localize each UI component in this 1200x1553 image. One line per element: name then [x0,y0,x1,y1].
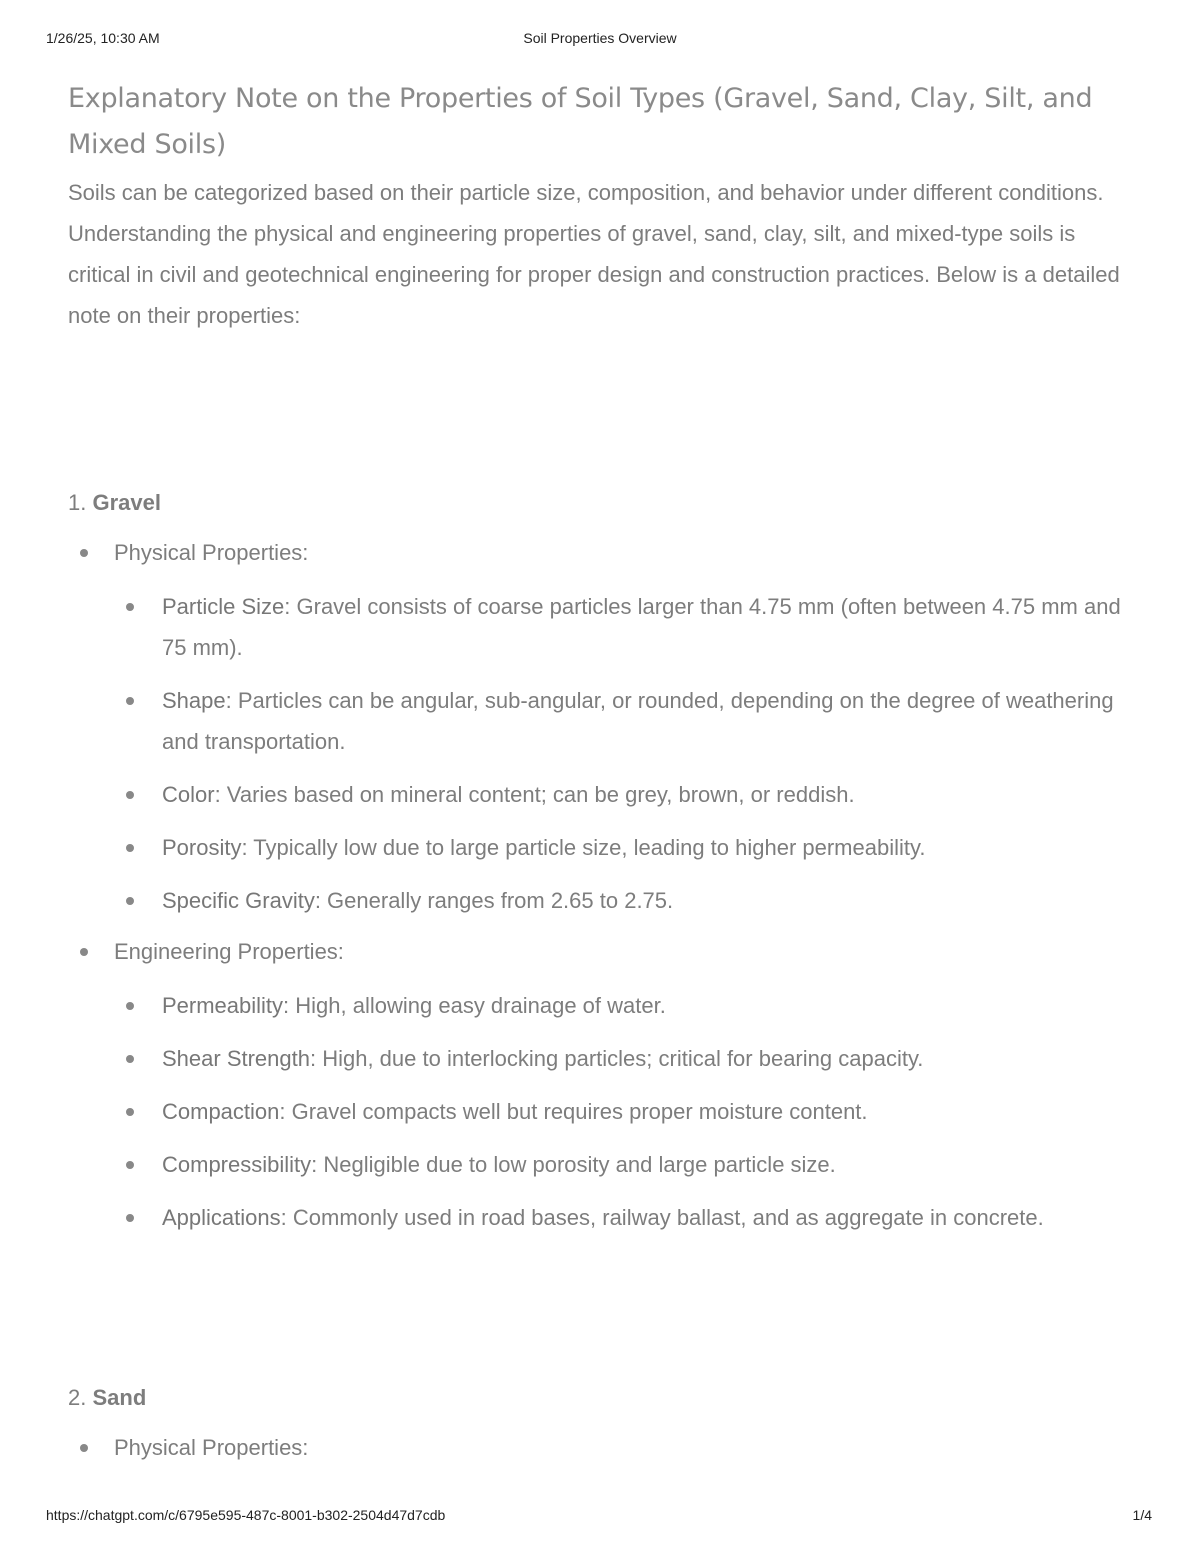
print-url: https://chatgpt.com/c/6795e595-487c-8001-b302-2504d47d7cdb [46,1507,446,1523]
item-text: : Gravel compacts well but requires proper moisture content. [279,1099,868,1124]
section-heading [68,1383,1128,1413]
section-name: Sand [92,1385,147,1410]
item-term: Particle Size [162,594,285,619]
section-number: 2. [68,1385,87,1410]
item-term: Applications [162,1205,281,1230]
document-body [68,76,1128,1460]
group-engineering-properties [68,937,1128,1238]
bullet-icon [80,549,88,557]
bullet-icon [126,1161,134,1169]
bullet-icon [80,1444,88,1452]
item-term: Permeability [162,993,284,1018]
print-datetime: 1/26/25, 10:30 AM [46,30,160,46]
bullet-icon [126,697,134,705]
print-header [46,30,1154,50]
item-text: : Negligible due to low porosity and large particle size. [311,1152,836,1177]
bullet-icon [80,948,88,956]
list-item [114,985,1128,1026]
bullet-icon [126,603,134,611]
group-title: Physical Properties: [114,540,309,565]
item-text: : Gravel consists of coarse particles larger than 4.75 mm (often between 4.75 mm and 75 mm). [162,594,1121,660]
bullet-icon [126,1002,134,1010]
print-page-number: 1/4 [1132,1507,1152,1523]
document-title: Explanatory Note on the Properties of Soil Types (Gravel, Sand, Clay, Silt, and Mixed Soils) [68,83,1093,160]
item-text: : Typically low due to large particle size, leading to higher permeability. [241,835,926,860]
item-text: : Commonly used in road bases, railway ballast, and as aggregate in concrete. [280,1205,1044,1230]
section-number: 1. [68,490,87,515]
list-item [114,774,1128,815]
item-term: Color [162,782,215,807]
item-text: : Particles can be angular, sub-angular, or rounded, depending on the degree of weathering and transportation. [162,688,1114,754]
item-term: Compaction [162,1099,280,1124]
list-item [114,1038,1128,1079]
print-page-title: Soil Properties Overview [523,30,677,46]
list-item [114,680,1128,762]
bullet-icon [126,1108,134,1116]
item-term: Shape [162,688,226,713]
list-item [114,1144,1128,1185]
list-item [114,586,1128,668]
list-item [114,827,1128,868]
item-text: : High, allowing easy drainage of water. [283,993,666,1018]
bullet-icon [126,791,134,799]
list-item [114,1091,1128,1132]
item-text: : High, due to interlocking particles; critical for bearing capacity. [309,1046,924,1071]
group-title: Physical Properties: [114,1435,309,1460]
item-term: Porosity [162,835,242,860]
section-sand [68,1383,1128,1463]
item-term: Shear Strength [162,1046,310,1071]
list-item [114,1197,1128,1238]
bullet-icon [126,1055,134,1063]
intro-paragraph: Soils can be categorized based on their particle size, composition, and behavior under different conditions. Understanding the physical and engineering properties of gravel, sand, clay, silt, and mixed-type soils is critical in civil and geotechnical engineering for proper design and construction practices. Below is a detailed note on their properties: [68,180,1120,328]
section-heading [68,488,1128,518]
item-text: : Generally ranges from 2.65 to 2.75. [314,888,674,913]
section-name: Gravel [92,490,161,515]
bullet-icon [126,897,134,905]
group-title: Engineering Properties: [114,939,344,964]
group-physical-properties [68,1433,1128,1463]
bullet-icon [126,844,134,852]
section-gravel [68,488,1128,1238]
print-footer [46,1507,1152,1527]
item-term: Compressibility [162,1152,312,1177]
bullet-icon [126,1214,134,1222]
item-text: : Varies based on mineral content; can be grey, brown, or reddish. [214,782,855,807]
list-item [114,880,1128,921]
item-term: Specific Gravity [162,888,315,913]
group-physical-properties [68,538,1128,921]
